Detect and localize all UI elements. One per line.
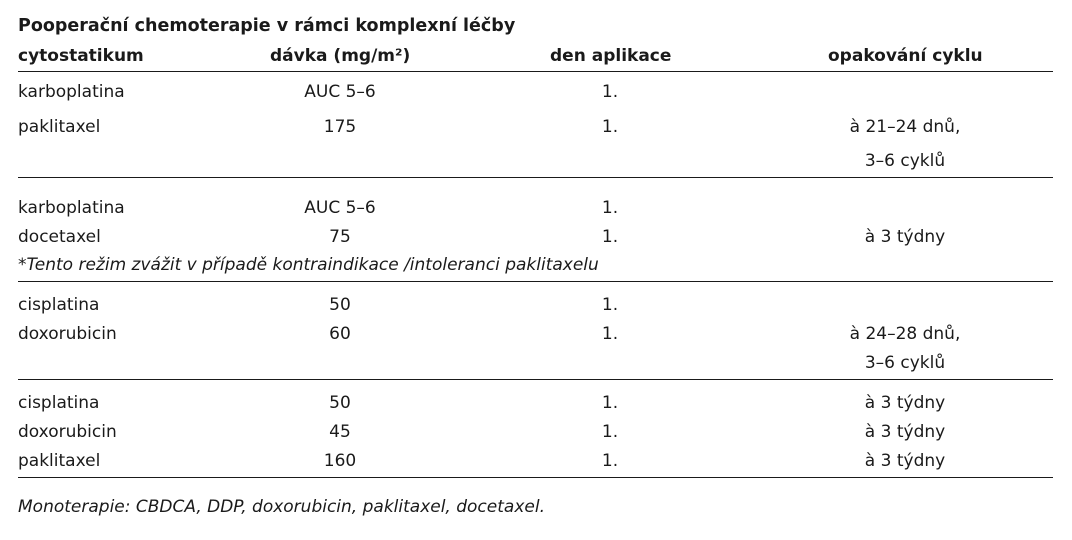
table-row-dose: 50	[329, 295, 351, 315]
table-row-day: 1.	[601, 227, 619, 247]
table-row-dose: 45	[329, 422, 351, 442]
footnote: Monoterapie: CBDCA, DDP, doxorubicin, paklitaxel, docetaxel.	[18, 497, 545, 517]
table-row-drug: karboplatina	[18, 198, 125, 218]
cycle-count: 3–6 cyklů	[864, 353, 946, 373]
table-row-cycle: à 3 týdny	[864, 227, 946, 247]
table-row-cycle: à 3 týdny	[864, 393, 946, 413]
table-row-drug: doxorubicin	[18, 422, 117, 442]
table-row-drug: doxorubicin	[18, 324, 117, 344]
group-rule	[18, 177, 1053, 178]
group-rule	[18, 281, 1053, 282]
table-row-dose: AUC 5–6	[304, 82, 376, 102]
cycle-count: 3–6 cyklů	[864, 151, 946, 171]
table-row-cycle: à 21–24 dnů,	[849, 117, 961, 137]
table-row-day: 1.	[601, 393, 619, 413]
group-rule	[18, 379, 1053, 380]
table-row-dose: 175	[323, 117, 357, 137]
table-title: Pooperační chemoterapie v rámci komplexní léčby	[18, 16, 516, 36]
table-row-cycle: à 3 týdny	[864, 422, 946, 442]
table-row-cycle: à 3 týdny	[864, 451, 946, 471]
table-row-dose: 160	[323, 451, 357, 471]
table-row-day: 1.	[601, 295, 619, 315]
table-row-day: 1.	[601, 82, 619, 102]
table-row-drug: paklitaxel	[18, 117, 101, 137]
table-row-drug: docetaxel	[18, 227, 101, 247]
header-drug: cytostatikum	[18, 46, 144, 66]
table-row-drug: paklitaxel	[18, 451, 101, 471]
table-row-drug: karboplatina	[18, 82, 125, 102]
table-row-drug: cisplatina	[18, 295, 100, 315]
table-row-day: 1.	[601, 324, 619, 344]
table-row-day: 1.	[601, 451, 619, 471]
table-row-dose: 60	[329, 324, 351, 344]
header-day: den aplikace	[550, 46, 672, 66]
regimen-note: *Tento režim zvážit v případě kontraindikace /intoleranci paklitaxelu	[18, 255, 599, 275]
table-bottom-rule	[18, 477, 1053, 478]
table-row-dose: 50	[329, 393, 351, 413]
table-row-dose: 75	[329, 227, 351, 247]
header-rule	[18, 71, 1053, 72]
table-row-day: 1.	[601, 422, 619, 442]
table-row-day: 1.	[601, 117, 619, 137]
header-cycle: opakování cyklu	[828, 46, 983, 66]
table-row-drug: cisplatina	[18, 393, 100, 413]
table-row-cycle: à 24–28 dnů,	[849, 324, 961, 344]
header-dose: dávka (mg/m²)	[270, 46, 411, 66]
table-row-day: 1.	[601, 198, 619, 218]
table-row-dose: AUC 5–6	[304, 198, 376, 218]
